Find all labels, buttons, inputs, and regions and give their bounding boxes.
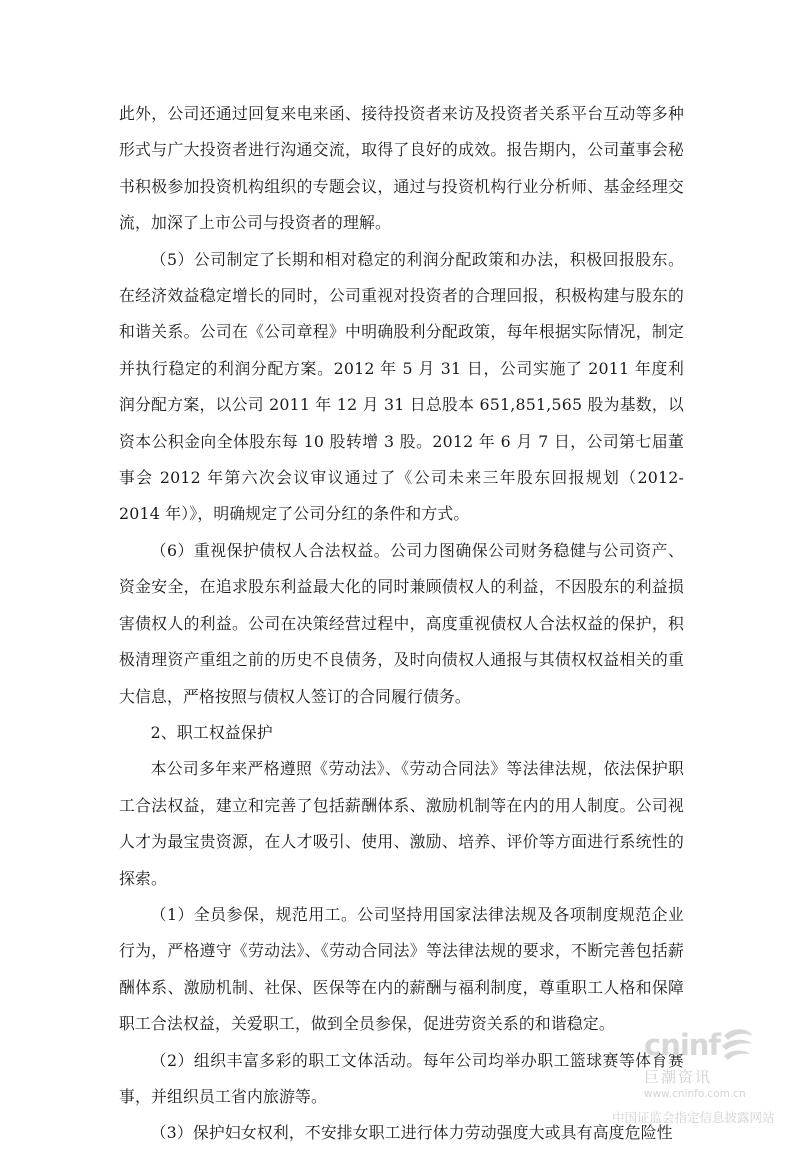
paragraph-employee-rights: 本公司多年来严格遵照《劳动法》、《劳动合同法》等法律法规，依法保护职工合法权益，建立和完善了包括薪酬体系、激励机制等在内的用人制度。公司视人才为最宝贵资源，在人才吸引、使用、激励、培养、评价等方面进行系统性的探索。: [119, 759, 684, 888]
document-page: [119, 96, 684, 1152]
paragraph-profit-distribution: （5）公司制定了长期和相对稳定的利润分配政策和办法，积极回报股东。在经济效益稳定增长的同时，公司重视对投资者的合理回报，积极构建与股东的和谐关系。公司在《公司章程》中明确股利分配政策，每年根据实际情况，制定并执行稳定的利润分配方案。2012 年 5 月 31 日，公司实施了 2011 年度利润分配方案，以公司 2011 年 12 月 31 日总股本 651,851,565 股为基数，以资本公积金向全体股东每 10 股转增 3 股。2012 年 6 月 7 日，公司第七届董事会 2012 年第六次会议审议通过了《公司未来三年股东回报规划（2012-2014 年）》，明确规定了公司分红的条件和方式。: [119, 249, 684, 524]
cninfo-chinese-name: 巨潮资讯: [644, 1068, 713, 1086]
paragraph-intro: 此外，公司还通过回复来电来函、接待投资者来访及投资者关系平台互动等多种形式与广大投资者进行沟通交流，取得了良好的成效。报告期内，公司董事会秘书积极参加投资机构组织的专题会议，通过与投资机构行业分析师、基金经理交流，加深了上市公司与投资者的理解。: [119, 104, 684, 233]
cninfo-watermark: [608, 1022, 788, 1125]
paragraph-creditor-rights: （6）重视保护债权人合法权益。公司力图确保公司财务稳健与公司资产、资金安全，在追求股东利益最大化的同时兼顾债权人的利益，不因股东的利益损害债权人的利益。公司在决策经营过程中，高度重视债权人合法权益的保护，积极清理资产重组之前的历史不良债务，及时向债权人通报与其债权权益相关的重大信息，严格按照与债权人签订的合同履行债务。: [119, 540, 684, 706]
paragraph-insurance: （1）全员参保，规范用工。公司坚持用国家法律法规及各项制度规范企业行为，严格遵守《劳动法》、《劳动合同法》等法律法规的要求，不断完善包括薪酬体系、激励机制、社保、医保等在内的薪酬与福利制度，尊重职工人格和保障职工合法权益，关爱职工，做到全员参保，促进劳资关系的和谐稳定。: [119, 904, 684, 1034]
paragraph-activities: （2）组织丰富多彩的职工文体活动。每年公司均举办职工篮球赛等体育赛事，并组织员工省内旅游等。: [119, 1050, 684, 1106]
paragraph-women-rights: （3）保护妇女权利，不安排女职工进行体力劳动强度大或具有高度危险性: [150, 1123, 673, 1143]
cninfo-logo-text: cninf: [644, 1028, 721, 1062]
cninfo-disclosure-note: 中国证监会指定信息披露网站: [612, 1110, 775, 1125]
cninfo-url: www.cninfo.com.cn: [644, 1088, 746, 1100]
section-heading-employee-rights: 2、职工权益保护: [150, 722, 273, 742]
cninfo-swirl-icon: [718, 1026, 756, 1062]
